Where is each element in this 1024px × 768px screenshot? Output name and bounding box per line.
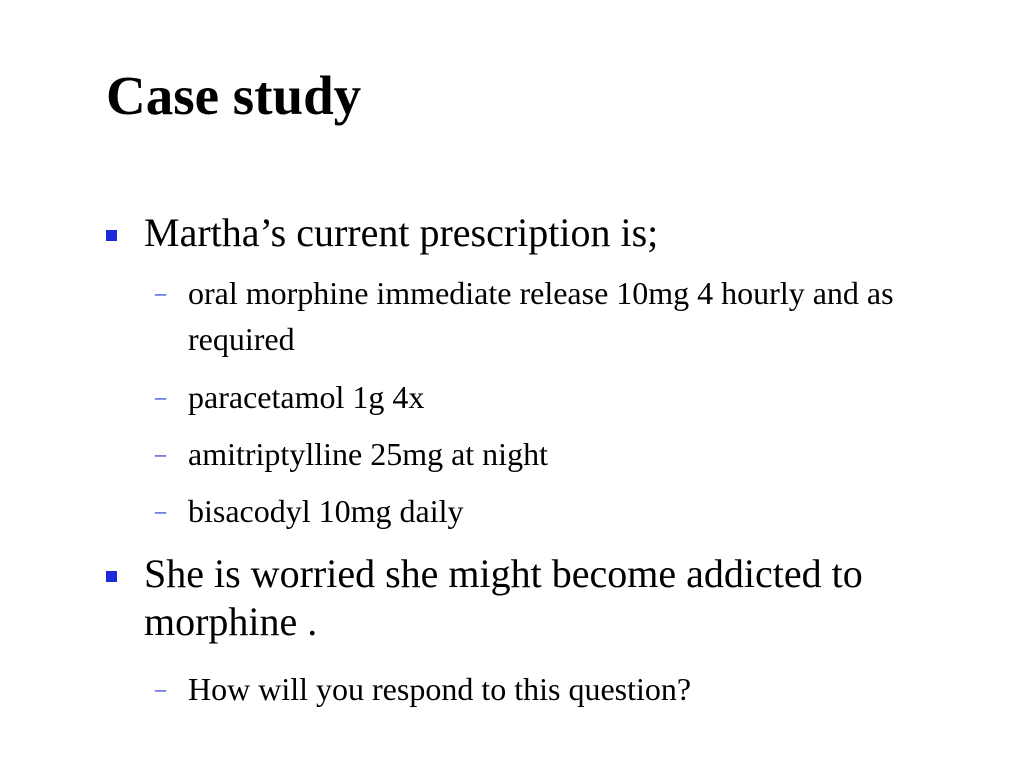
sub-bullet-text: amitriptylline 25mg at night [188, 436, 548, 472]
dash-bullet-icon: – [155, 676, 166, 701]
square-bullet-icon [106, 230, 117, 241]
dash-bullet-icon: – [155, 498, 166, 523]
sub-bullet-text: How will you respond to this question? [188, 671, 692, 707]
dash-bullet-icon: – [155, 280, 166, 305]
bullet-text: She is worried she might become addicted to morphine . [144, 551, 863, 644]
sub-bullet-text: bisacodyl 10mg daily [188, 493, 464, 529]
dash-bullet-icon: – [155, 441, 166, 466]
dash-bullet-icon: – [155, 384, 166, 409]
slide-title: Case study [106, 65, 362, 126]
sub-bullet-text: paracetamol 1g 4x [188, 379, 425, 415]
square-bullet-icon [106, 571, 117, 582]
bullet-text: Martha’s current prescription is; [144, 210, 659, 255]
sub-bullet-text: oral morphine immediate release 10mg 4 hourly and as required [188, 275, 894, 357]
